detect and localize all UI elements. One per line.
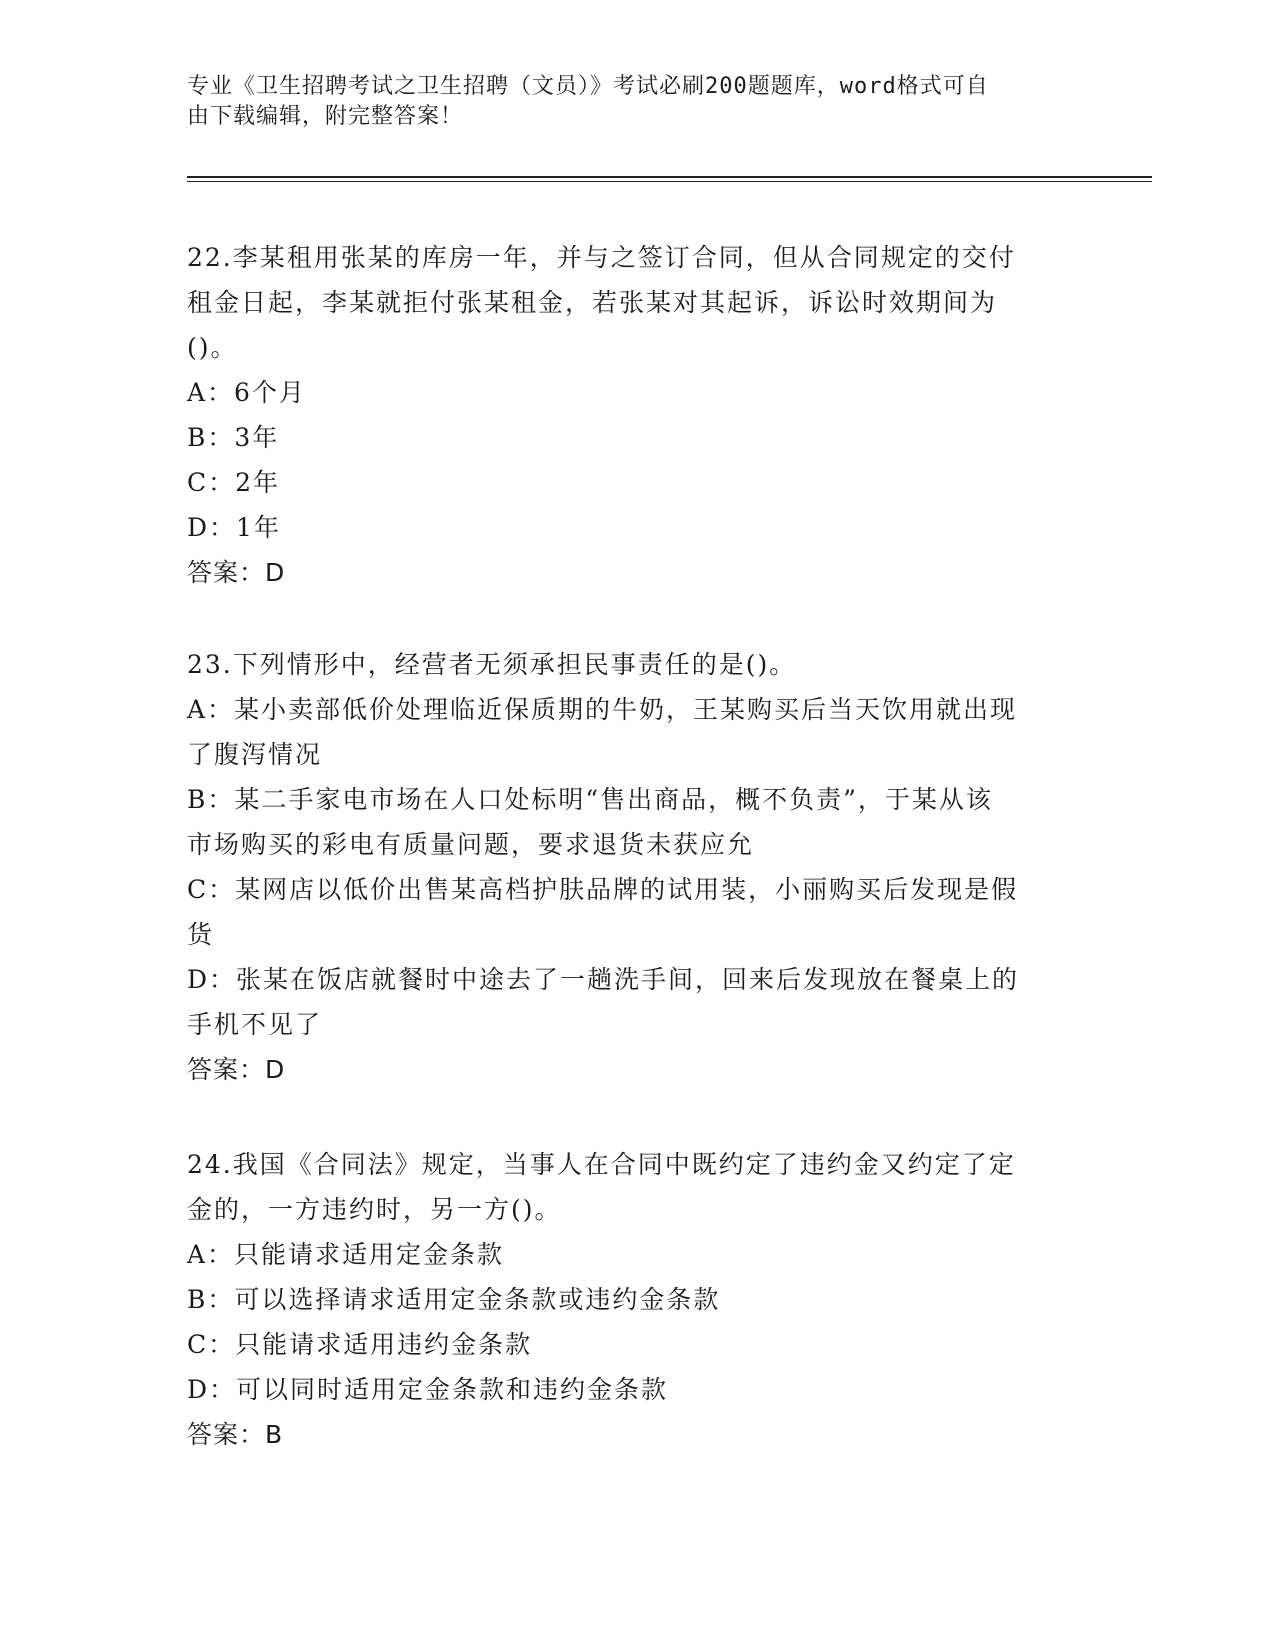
- question-stem-line: 22.李某租用张某的库房一年，并与之签订合同，但从合同规定的交付: [187, 243, 1016, 272]
- answer: 答案：B: [187, 1420, 284, 1449]
- option-c: C：只能请求适用违约金条款: [187, 1330, 533, 1359]
- option-b: B：3年: [187, 423, 280, 452]
- header-divider-thick: [187, 176, 1152, 178]
- option-b: B：某二手家电市场在人口处标明“售出商品，概不负责”，于某从该: [187, 785, 993, 814]
- option-a: A：6个月: [187, 378, 306, 407]
- option-d: D：张某在饭店就餐时中途去了一趟洗手间，回来后发现放在餐桌上的: [187, 965, 1020, 994]
- option-c: C：2年: [187, 468, 281, 497]
- question-23: [187, 642, 1067, 1092]
- answer: 答案：D: [187, 558, 286, 587]
- option-a-continued: 了腹泻情况: [187, 740, 323, 769]
- option-a: A：某小卖部低价处理临近保质期的牛奶，王某购买后当天饮用就出现: [187, 695, 1018, 724]
- question-stem-line: 24.我国《合同法》规定，当事人在合同中既约定了违约金又约定了定: [187, 1150, 1016, 1179]
- question-stem-line: ()。: [187, 333, 238, 362]
- option-b-continued: 市场购买的彩电有质量问题，要求退货未获应允: [187, 830, 755, 859]
- header-line: 专业《卫生招聘考试之卫生招聘（文员）》考试必刷200题题库，word格式可自: [187, 74, 989, 99]
- header-divider-thin: [187, 181, 1152, 182]
- header-line: 由下载编辑，附完整答案！: [187, 104, 464, 129]
- document-header: [187, 72, 1067, 132]
- question-stem-line: 租金日起，李某就拒付张某租金，若张某对其起诉，诉讼时效期间为: [187, 288, 998, 317]
- question-22: [187, 235, 1067, 595]
- option-c-continued: 货: [187, 920, 215, 949]
- option-d: D：1年: [187, 513, 281, 542]
- question-24: [187, 1142, 1067, 1457]
- answer: 答案：D: [187, 1055, 286, 1084]
- question-stem-line: 金的，一方违约时，另一方()。: [187, 1195, 562, 1224]
- option-b: B：可以选择请求适用定金条款或违约金条款: [187, 1285, 721, 1314]
- option-a: A：只能请求适用定金条款: [187, 1240, 505, 1269]
- option-c: C：某网店以低价出售某高档护肤品牌的试用装，小丽购买后发现是假: [187, 875, 1019, 904]
- question-stem-line: 23.下列情形中，经营者无须承担民事责任的是()。: [187, 650, 797, 679]
- option-d-continued: 手机不见了: [187, 1010, 323, 1039]
- option-d: D：可以同时适用定金条款和违约金条款: [187, 1375, 669, 1404]
